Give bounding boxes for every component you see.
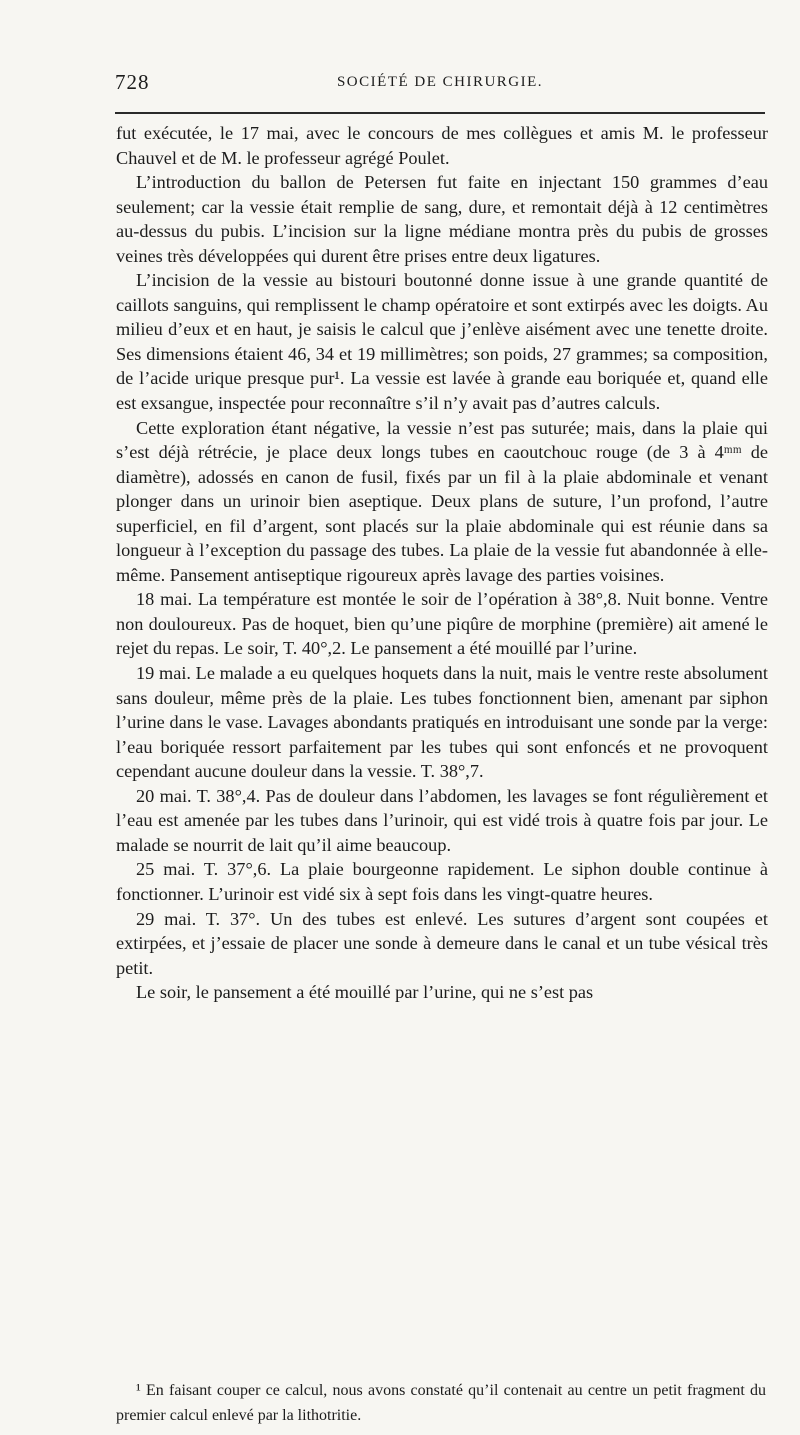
paragraph: 29 mai. T. 37°. Un des tubes est enlevé. Les sutures d’argent sont coupées et extirpées, et j’essaie de placer une sonde à demeure dans le canal et un tube vésical très petit. bbox=[116, 908, 768, 978]
running-title: SOCIÉTÉ DE CHIRURGIE. bbox=[336, 74, 544, 90]
body-text bbox=[116, 121, 768, 1005]
header-rule bbox=[115, 112, 765, 114]
footnote: ¹ En faisant couper ce calcul, nous avons constaté qu’il contenait au centre un petit fragment du premier calcul enlevé par la lithotritie. bbox=[116, 1382, 766, 1424]
paragraph: L’introduction du ballon de Petersen fut faite en injectant 150 grammes d’eau seulement; car la vessie était remplie de sang, dure, et remontait déjà à 12 centimètres au-dessus du pubis. L’incision sur la ligne médiane montra près du pubis de grosses veines très développées qui durent être prises entre deux ligatures. bbox=[116, 172, 768, 266]
paragraph: L’incision de la vessie au bistouri boutonné donne issue à une grande quantité de caillots sanguins, qui remplissent le champ opératoire et sont extirpés avec les doigts. Au milieu d’eux et en haut, je saisis le calcul que j’enlève aisément avec une tenette droite. Ses dimensions étaient 46, 34 et 19 millimètres; son poids, 27 grammes; sa composition, de l’acide urique presque pur¹. La vessie est lavée à grande eau boriquée et, quand elle est exsangue, inspectée pour reconnaître s’il n’y avait pas d’autres calculs. bbox=[116, 270, 768, 414]
paragraph: Cette exploration étant négative, la vessie n’est pas suturée; mais, dans la plaie qui s’est déjà rétrécie, je place deux longs tubes en caoutchouc rouge (de 3 à 4ᵐᵐ de diamètre), adossés en canon de fusil, fixés par un fil à la plaie abdominale et venant plonger dans un urinoir bien aseptique. Deux plans de suture, l’un profond, l’autre superficiel, en fil d’argent, sont placés sur la plaie abdominale qui est réunie dans sa longueur à l’exception du passage des tubes. La plaie de la vessie fut abandonnée à elle-même. Pansement antiseptique rigoureux après lavage des parties voisines. bbox=[116, 417, 768, 585]
paragraph: 18 mai. La température est montée le soir de l’opération à 38°,8. Nuit bonne. Ventre non douloureux. Pas de hoquet, bien qu’une piqûre de morphine (première) ait amené le rejet du repas. Le soir, T. 40°,2. Le pansement a été mouillé par l’urine. bbox=[116, 589, 768, 659]
page-header bbox=[115, 70, 765, 102]
footnote-block bbox=[116, 1378, 766, 1428]
paragraph: 25 mai. T. 37°,6. La plaie bourgeonne rapidement. Le siphon double continue à fonctionner. L’urinoir est vidé six à sept fois dans les vingt-quatre heures. bbox=[116, 859, 768, 904]
paragraph: 19 mai. Le malade a eu quelques hoquets dans la nuit, mais le ventre reste absolument sans douleur, même près de la plaie. Les tubes fonctionnent bien, amenant par siphon l’urine dans le vase. Lavages abondants pratiqués en introduisant une sonde par la verge: l’eau boriquée ressort parfaitement par les tubes qui sont enfoncés et ne provoquent cependant aucune douleur dans la vessie. T. 38°,7. bbox=[116, 663, 768, 782]
paragraph: fut exécutée, le 17 mai, avec le concours de mes collègues et amis M. le professeur Chauvel et de M. le professeur agrégé Poulet. bbox=[116, 123, 768, 168]
page-number: 728 bbox=[115, 70, 150, 94]
paragraph: 20 mai. T. 38°,4. Pas de douleur dans l’abdomen, les lavages se font régulièrement et l’eau est amenée par les tubes dans l’urinoir, qui est vidé trois à quatre fois par jour. Le malade se nourrit de lait qu’il aime beaucoup. bbox=[116, 785, 768, 855]
paragraph: Le soir, le pansement a été mouillé par l’urine, qui ne s’est pas bbox=[136, 982, 594, 1003]
